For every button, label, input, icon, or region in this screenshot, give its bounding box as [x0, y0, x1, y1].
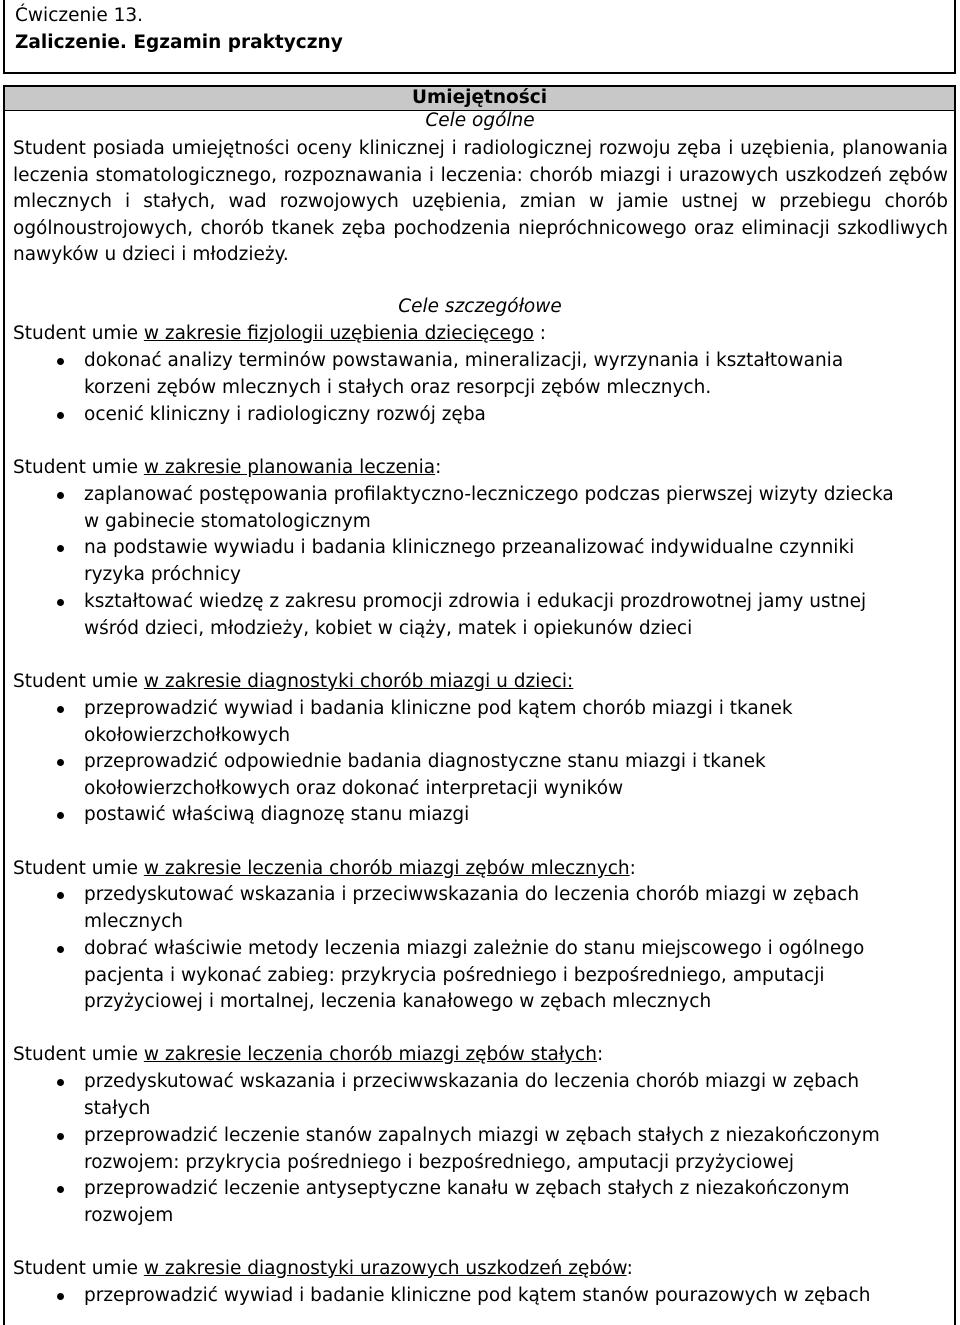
list-item-line: wśród dzieci, młodzieży, kobiet w ciąży, matek i opiekunów dzieci [84, 617, 693, 639]
general-goals-text: Student posiada umiejętności oceny klinicznej i radiologicznej rozwoju zęba i uzębienia, planowania leczenia stomatologicznego, rozpoznawania i leczenia: chorób miazgi i urazowych uszkodzeń zębów mlecznych i stałych, wad rozwojowych uzębienia, zmian w jamie ustnej w przebiegu chorób ogólnoustrojowych, chorób tkanek zęba pochodzenia niepróchnicowego oraz eliminacji szkodliwych nawyków u dzieci i młodzieży. [13, 138, 948, 266]
list-item [84, 1176, 850, 1229]
section-physiology-lead [13, 321, 546, 347]
list-item-line: okołowierzchołkowych [84, 724, 291, 746]
list-item-line: przeprowadzić wywiad i badania kliniczne pod kątem chorób miazgi i tkanek [84, 698, 793, 719]
list-item-line: przeprowadzić odpowiednie badania diagnostyczne stanu miazgi i tkanek [84, 751, 766, 772]
skills-title: Umiejętności [411, 87, 548, 108]
exercise-header-box [3, 0, 956, 74]
list-item-line: zaplanować postępowania profilaktyczno-leczniczego podczas pierwszej wizyty dziecka [84, 484, 894, 505]
list-item [84, 749, 766, 802]
bullet-icon [57, 599, 64, 606]
list-item-line: przeprowadzić leczenie antyseptyczne kanału w zębach stałych z niezakończonym [84, 1178, 850, 1199]
section-topic: w zakresie planowania leczenia [143, 457, 436, 478]
detailed-goals-heading: Cele szczegółowe [398, 296, 562, 317]
list-item-line: przeprowadzić leczenie stanów zapalnych miazgi w zębach stałych z niezakończonym [84, 1125, 880, 1146]
list-item-line: przyżyciowej i mortalnej, leczenia kanałowego w zębach mlecznych [84, 991, 712, 1013]
list-item-line: rozwojem: przykrycia pośredniego i bezpośredniego, amputacji przyżyciowej [84, 1151, 795, 1173]
section-suffix: : [596, 1044, 604, 1065]
section-suffix: : [629, 858, 636, 879]
bullet-icon [57, 492, 64, 499]
list-item-line: dokonać analizy terminów powstawania, mineralizacji, wyrzynania i kształtowania [84, 350, 844, 371]
list-item [84, 1283, 870, 1310]
section-lead-text: Student umie [13, 671, 144, 692]
list-item [84, 696, 793, 749]
section-planning-lead [13, 455, 441, 481]
list-item [84, 882, 859, 935]
list-item-line: w gabinecie stomatologicznym [84, 510, 371, 532]
list-item-line: kształtować wiedzę z zakresu promocji zdrowia i edukacji prozdrowotnej jamy ustnej [84, 591, 867, 612]
bullet-icon [57, 892, 64, 899]
section-diagnostics-pulp-lead [13, 669, 573, 695]
list-item-line: dobrać właściwie metody leczenia miazgi zależnie do stanu miejscowego i ogólnego [84, 938, 865, 959]
list-item [84, 936, 864, 1016]
bullet-icon [57, 946, 64, 953]
list-item-line: okołowierzchołkowych oraz dokonać interpretacji wyników [84, 777, 624, 799]
list-item-line: postawić właściwą diagnozę stanu miazgi [84, 804, 470, 825]
section-permanent-teeth-lead [13, 1042, 603, 1068]
list-item-line: stałych [84, 1097, 151, 1119]
section-lead-text: Student umie [13, 1044, 144, 1065]
list-item [84, 402, 486, 429]
section-suffix: : [626, 1258, 633, 1279]
section-topic: w zakresie diagnostyki urazowych uszkodzeń zębów [143, 1258, 627, 1279]
bullet-icon [57, 1293, 64, 1300]
section-lead-text: Student umie [13, 323, 144, 344]
section-trauma-diagnostics-lead [13, 1256, 633, 1282]
list-item-line: ryzyka próchnicy [84, 563, 241, 585]
bullet-icon [57, 358, 64, 365]
bullet-icon [57, 759, 64, 766]
list-item-line: na podstawie wywiadu i badania klinicznego przeanalizować indywidualne czynniki [84, 537, 855, 558]
list-item [84, 535, 854, 588]
section-lead-text: Student umie [13, 858, 144, 879]
bullet-icon [57, 706, 64, 713]
bullet-icon [57, 545, 64, 552]
list-item-line: ocenić kliniczny i radiologiczny rozwój zęba [84, 404, 486, 425]
section-topic: w zakresie leczenia chorób miazgi zębów stałych [143, 1044, 597, 1065]
section-topic: w zakresie leczenia chorób miazgi zębów mlecznych [143, 858, 630, 879]
general-goals-heading: Cele ogólne [425, 110, 535, 131]
list-item [84, 482, 894, 535]
exercise-title: Zaliczenie. Egzamin praktyczny [15, 32, 343, 53]
list-item [84, 348, 843, 401]
section-lead-text: Student umie [13, 457, 144, 478]
list-item [84, 589, 866, 642]
list-item-line: przedyskutować wskazania i przeciwwskazania do leczenia chorób miazgi w zębach [84, 1071, 860, 1092]
section-suffix: : [533, 323, 547, 344]
section-primary-teeth-lead [13, 856, 636, 882]
section-suffix: : [435, 457, 442, 478]
list-item [84, 1069, 859, 1122]
list-item [84, 1123, 880, 1176]
section-topic: w zakresie fizjologii uzębienia dziecięcego [143, 323, 534, 344]
skills-header-band [3, 85, 956, 110]
list-item-line: przeprowadzić wywiad i badanie kliniczne pod kątem stanów pourazowych w zębach [84, 1285, 871, 1306]
bullet-icon [57, 1079, 64, 1086]
list-item-line: przedyskutować wskazania i przeciwwskazania do leczenia chorób miazgi w zębach [84, 884, 860, 905]
bullet-icon [57, 412, 64, 419]
bullet-icon [57, 1133, 64, 1140]
section-lead-text: Student umie [13, 1258, 144, 1279]
list-item-line: mlecznych [84, 910, 183, 932]
bullet-icon [57, 1186, 64, 1193]
section-topic: w zakresie diagnostyki chorób miazgi u dzieci: [143, 671, 574, 692]
bullet-icon [57, 812, 64, 819]
list-item-line: rozwojem [84, 1204, 174, 1226]
exercise-label: Ćwiczenie 13. [15, 5, 144, 26]
list-item [84, 802, 469, 829]
list-item-line: korzeni zębów mlecznych i stałych oraz resorpcji zębów mlecznych. [84, 376, 712, 398]
list-item-line: pacjenta i wykonać zabieg: przykrycia pośredniego i bezpośredniego, amputacji [84, 964, 825, 986]
